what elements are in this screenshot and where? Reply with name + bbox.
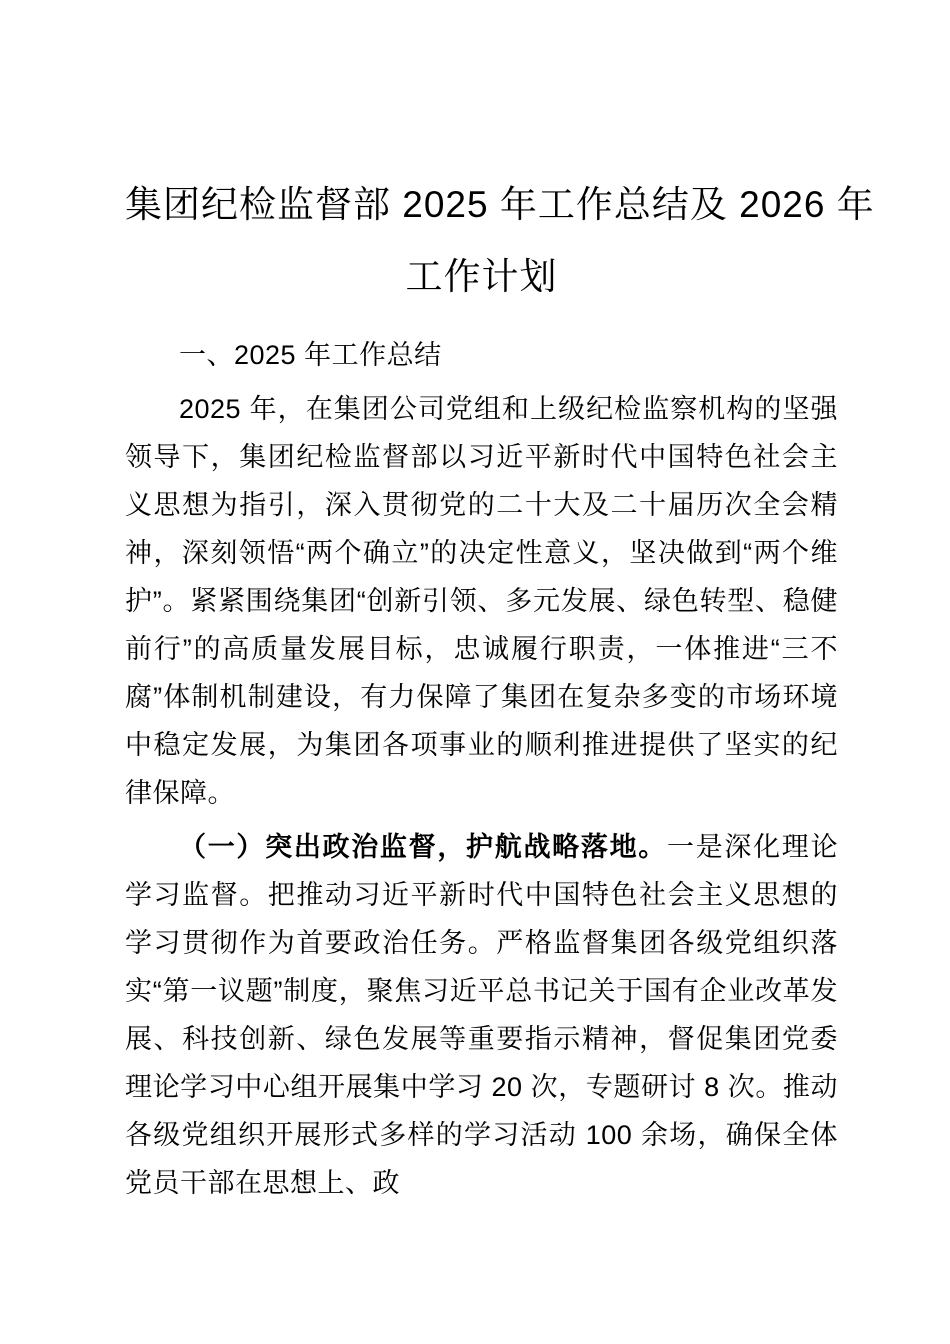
document-title-line-1: 集团纪检监督部 2025 年工作总结及 2026 年 xyxy=(125,184,875,225)
paragraph-body-text: 一是深化理论学习监督。把推动习近平新时代中国特色社会主义思想的学习贯彻作为首要政治任务。严格监督集团各级党组织落实“第一议题”制度，聚焦习近平总书记关于国有企业改革发展、科技创新、绿色发展等重要指示精神，督促集团党委理论学习中心组开展集中学习 20 次，专题研讨 8 次。推动各级党组织开展形式多样的学习活动 100 余场，确保全体党员干部在思想上、政 xyxy=(125,832,839,1198)
section-heading-2025-work-summary: 一、2025 年工作总结 xyxy=(179,340,442,370)
document-title-line-2: 工作计划 xyxy=(405,256,558,297)
paragraph-summary-intro: 2025 年，在集团公司党组和上级纪检监察机构的坚强领导下，集团纪检监督部以习近平新时代中国特色社会主义思想为指引，深入贯彻党的二十大及二十届历次全会精神，深刻领悟“两个确立”的决定性意义，坚决做到“两个维护”。紧紧围绕集团“创新引领、多元发展、绿色转型、稳健前行”的高质量发展目标，忠诚履行职责，一体推进“三不腐”体制机制建设，有力保障了集团在复杂多变的市场环境中稳定发展，为集团各项事业的顺利推进提供了坚实的纪律保障。 xyxy=(125,394,838,808)
paragraph-lead-bold: （一）突出政治监督，护航战略落地。 xyxy=(179,832,667,862)
paragraph-political-supervision xyxy=(125,823,838,1207)
document-title xyxy=(125,169,875,313)
